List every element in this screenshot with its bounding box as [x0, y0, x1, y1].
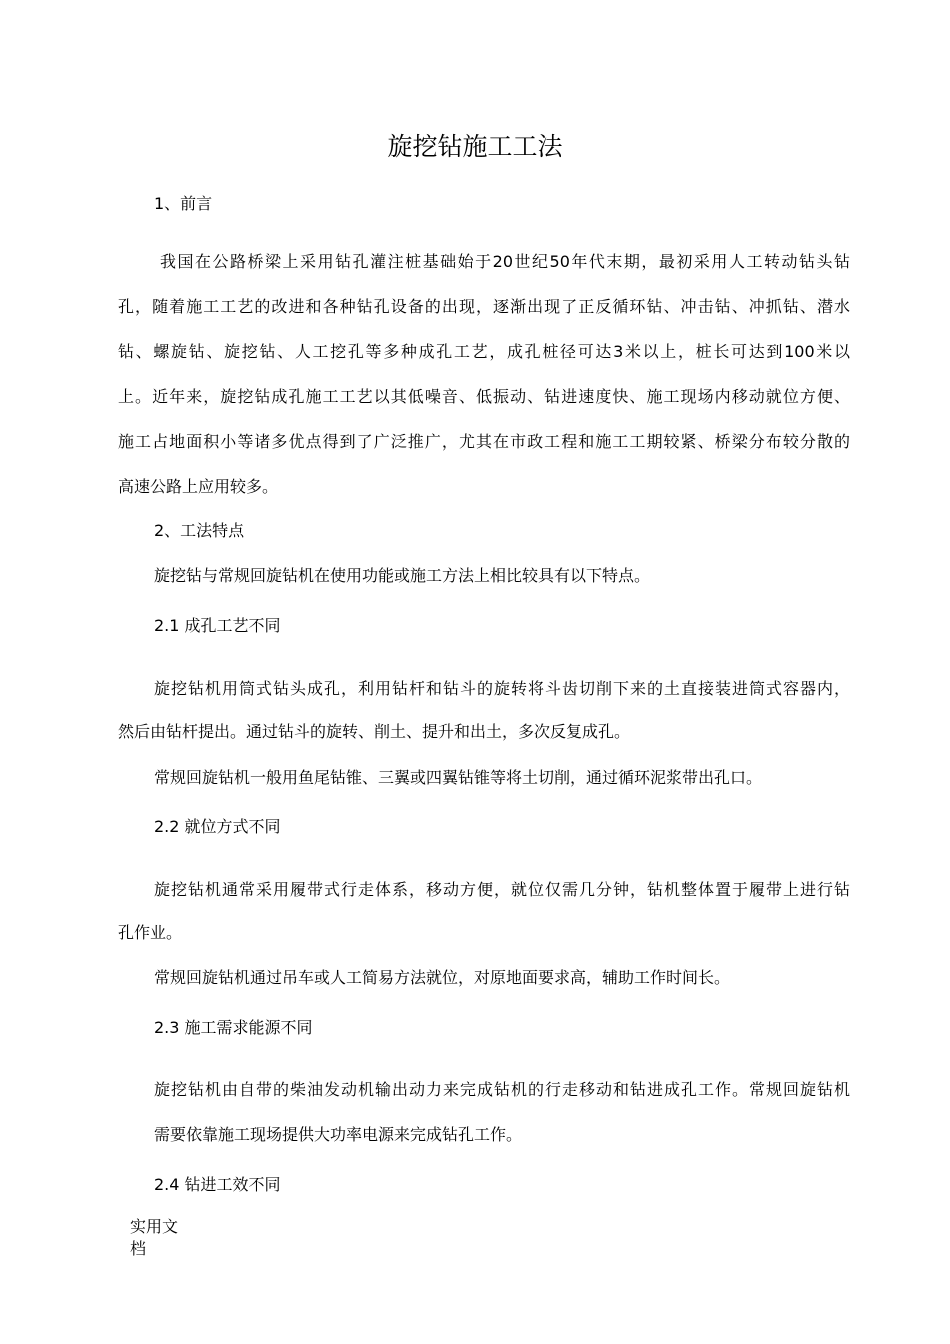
section-2-heading: 2、工法特点 [154, 521, 245, 540]
paragraph-line: 钻、螺旋钻、旋挖钻、人工挖孔等多种成孔工艺，成孔桩径可达3米以上，桩长可达到100米以 [118, 342, 850, 361]
paragraph-line: 旋挖钻与常规回旋钻机在使用功能或施工方法上相比较具有以下特点。 [154, 566, 651, 585]
paragraph-line: 旋挖钻机用筒式钻头成孔，利用钻杆和钻斗的旋转将斗齿切削下来的土直接装进筒式容器内， [154, 679, 850, 698]
document-title: 旋挖钻施工工法 [387, 132, 563, 161]
section-2-4-heading: 2.4 钻进工效不同 [154, 1175, 281, 1194]
paragraph-line: 常规回旋钻机一般用鱼尾钻锥、三翼或四翼钻锥等将土切削，通过循环泥浆带出孔口。 [154, 768, 763, 787]
paragraph-line: 高速公路上应用较多。 [118, 477, 279, 496]
paragraph-line: 施工占地面积小等诸多优点得到了广泛推广，尤其在市政工程和施工工期较紧、桥梁分布较分散的 [118, 432, 850, 451]
section-2-2-heading: 2.2 就位方式不同 [154, 817, 281, 836]
section-2-1-heading: 2.1 成孔工艺不同 [154, 616, 281, 635]
paragraph-line: 需要依靠施工现场提供大功率电源来完成钻孔工作。 [154, 1125, 523, 1144]
paragraph-line: 孔，随着施工工艺的改进和各种钻孔设备的出现，逐渐出现了正反循环钻、冲击钻、冲抓钻、潜水 [118, 297, 850, 316]
page-footer: 实用文档 [130, 1217, 179, 1258]
section-2-3-heading: 2.3 施工需求能源不同 [154, 1018, 313, 1037]
paragraph-line: 旋挖钻机由自带的柴油发动机输出动力来完成钻机的行走移动和钻进成孔工作。常规回旋钻机 [154, 1080, 850, 1099]
paragraph-line: 旋挖钻机通常采用履带式行走体系，移动方便，就位仅需几分钟，钻机整体置于履带上进行钻 [154, 880, 850, 899]
paragraph-line: 常规回旋钻机通过吊车或人工简易方法就位，对原地面要求高，辅助工作时间长。 [154, 968, 731, 987]
paragraph-line: 然后由钻杆提出。通过钻斗的旋转、削土、提升和出土，多次反复成孔。 [118, 722, 631, 741]
paragraph-line: 孔作业。 [118, 923, 183, 942]
paragraph-line: 我国在公路桥梁上采用钻孔灌注桩基础始于20世纪50年代末期，最初采用人工转动钻头钻 [160, 252, 850, 271]
section-1-heading: 1、前言 [154, 194, 213, 213]
paragraph-line: 上。近年来，旋挖钻成孔施工工艺以其低噪音、低振动、钻进速度快、施工现场内移动就位方便、 [118, 387, 850, 406]
